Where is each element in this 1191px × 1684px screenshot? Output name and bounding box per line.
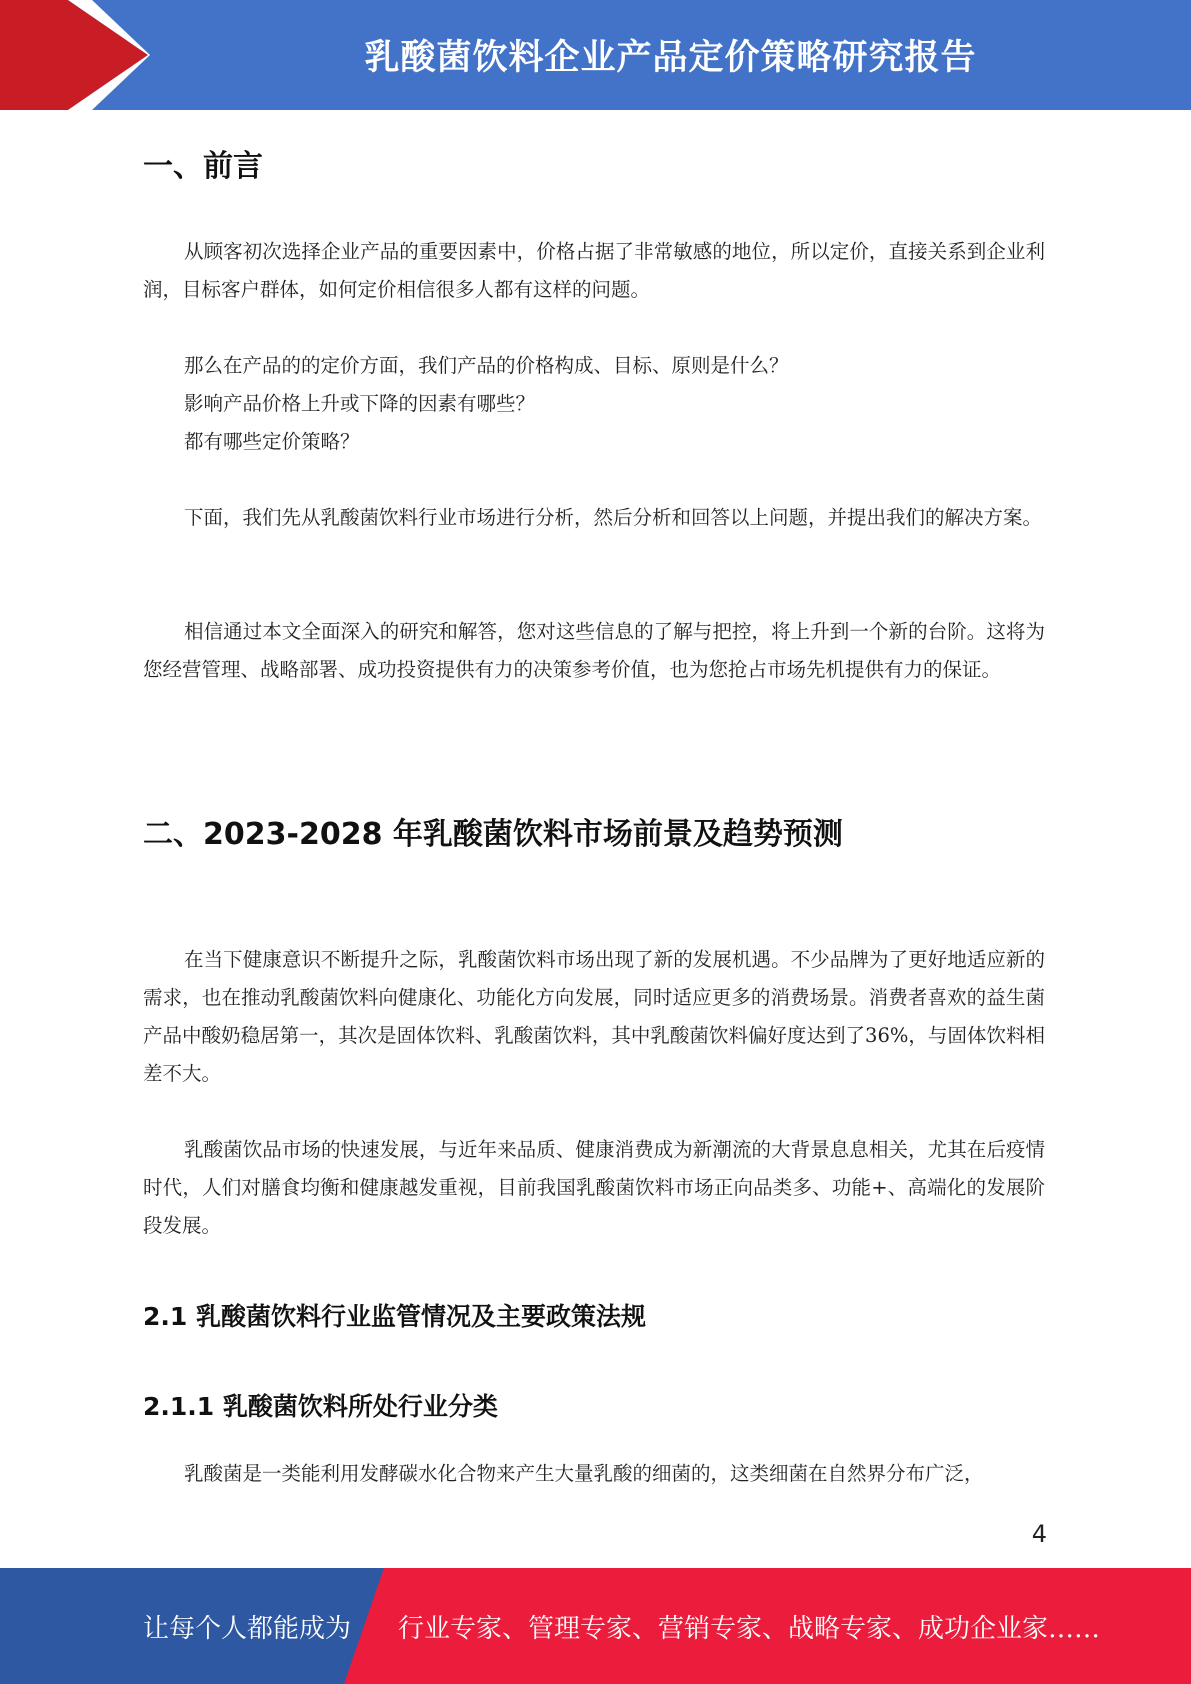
preface-question-3: 都有哪些定价策略？ [184, 430, 360, 453]
preface-question-2: 影响产品价格上升或下降的因素有哪些？ [184, 392, 536, 415]
preface-paragraph-3: 相信通过本文全面深入的研究和解答，您对这些信息的了解与把控，将上升到一个新的台阶。这将为您经营管理、战略部署、成功投资提供有力的决策参考价值，也为您抢占市场先机提供有力的保证。 [143, 620, 1045, 681]
preface-question-1: 那么在产品的的定价方面，我们产品的价格构成、目标、原则是什么？ [184, 354, 789, 377]
header-bar [0, 0, 1191, 110]
subsection-heading-2-1-1: 2.1.1 乳酸菌饮料所处行业分类 [143, 1392, 498, 1421]
footer-slogan-right: 行业专家、管理专家、营销专家、战略专家、成功企业家…… [398, 1613, 1101, 1644]
subsection-heading-2-1: 2.1 乳酸菌饮料行业监管情况及主要政策法规 [143, 1302, 646, 1331]
preface-paragraph-2: 下面，我们先从乳酸菌饮料行业市场进行分析，然后分析和回答以上问题，并提出我们的解决方案。 [184, 506, 1043, 529]
forecast-paragraph-2: 乳酸菌饮品市场的快速发展，与近年来品质、健康消费成为新潮流的大背景息息相关，尤其在后疫情时代，人们对膳食均衡和健康越发重视，目前我国乳酸菌饮料市场正向品类多、功能+、高端化的发展阶段发展。 [143, 1138, 1045, 1237]
footer-bar [0, 1568, 1191, 1684]
section-heading-forecast: 二、2023-2028 年乳酸菌饮料市场前景及趋势预测 [143, 817, 843, 852]
footer-slogan-left: 让每个人都能成为 [143, 1613, 352, 1644]
classification-paragraph-1: 乳酸菌是一类能利用发酵碳水化合物来产生大量乳酸的细菌的，这类细菌在自然界分布广泛， [184, 1462, 984, 1485]
header-arrow-icon [0, 0, 160, 110]
section-heading-preface: 一、前言 [143, 149, 263, 184]
forecast-paragraph-1: 在当下健康意识不断提升之际，乳酸菌饮料市场出现了新的发展机遇。不少品牌为了更好地适应新的需求，也在推动乳酸菌饮料向健康化、功能化方向发展，同时适应更多的消费场景。消费者喜欢的益生菌产品中酸奶稳居第一，其次是固体饮料、乳酸菌饮料，其中乳酸菌饮料偏好度达到了36%，与固体饮料相差不大。 [143, 948, 1045, 1085]
report-title: 乳酸菌饮料企业产品定价策略研究报告 [364, 38, 977, 78]
page-number: 4 [1031, 1520, 1047, 1548]
preface-paragraph-1: 从顾客初次选择企业产品的重要因素中，价格占据了非常敏感的地位，所以定价，直接关系到企业利润，目标客户群体，如何定价相信很多人都有这样的问题。 [143, 240, 1045, 301]
